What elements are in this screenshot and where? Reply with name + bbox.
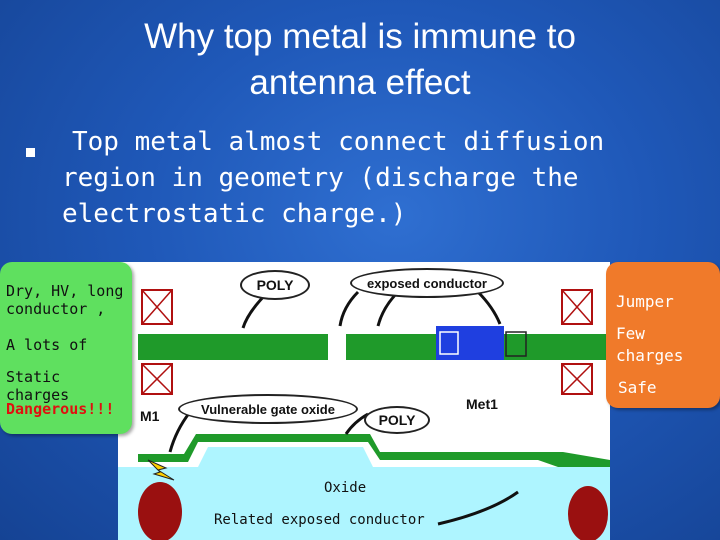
antenna-diagram — [118, 262, 610, 540]
callout-right — [606, 262, 720, 408]
metal-gap — [328, 334, 346, 360]
poly-top-label: POLY — [240, 270, 310, 300]
diffusion-right — [568, 486, 608, 540]
callout-left-line-1: Dry, HV, long — [6, 282, 124, 300]
callout-left-line-4: Static charges — [6, 368, 70, 404]
title-line-1: Why top metal is immune to — [144, 17, 576, 56]
top-metal-bar — [138, 334, 610, 360]
bullet-text: Top metal almost connect diffusion region in geometry (discharge the electrostatic charge.) — [62, 127, 605, 229]
callout-right-line-1: Jumper — [616, 292, 674, 311]
callout-left-danger: Dangerous!!! — [6, 400, 115, 418]
poly-bottom-label: POLY — [364, 406, 430, 434]
oxide-label: Oxide — [324, 480, 367, 496]
title-line-2: antenna effect — [249, 63, 471, 102]
bullet-square-icon — [26, 148, 35, 157]
callout-right-line-2: Few — [616, 324, 645, 343]
callout-right-line-4: Safe — [618, 378, 657, 397]
jumper-block — [436, 326, 504, 360]
arrow-exposed-2 — [378, 292, 398, 326]
diffusion-left — [138, 482, 182, 540]
arrow-exposed-3 — [478, 292, 500, 324]
vulnerable-gate-oxide-label: Vulnerable gate oxide — [178, 394, 358, 424]
slide-title — [0, 14, 720, 106]
met1-label: Met1 — [466, 396, 498, 412]
related-exposed-conductor-label: Related exposed conductor — [214, 512, 425, 528]
exposed-conductor-label: exposed conductor — [350, 268, 504, 298]
callout-right-line-3: charges — [616, 346, 684, 365]
callout-left-line-2: conductor , — [6, 300, 106, 318]
m1-label: M1 — [140, 408, 160, 424]
callout-left-line-3: A lots of — [6, 336, 88, 354]
arrow-gate-oxide — [170, 412, 190, 452]
callout-left — [0, 262, 132, 434]
arrow-exposed-1 — [340, 292, 358, 326]
